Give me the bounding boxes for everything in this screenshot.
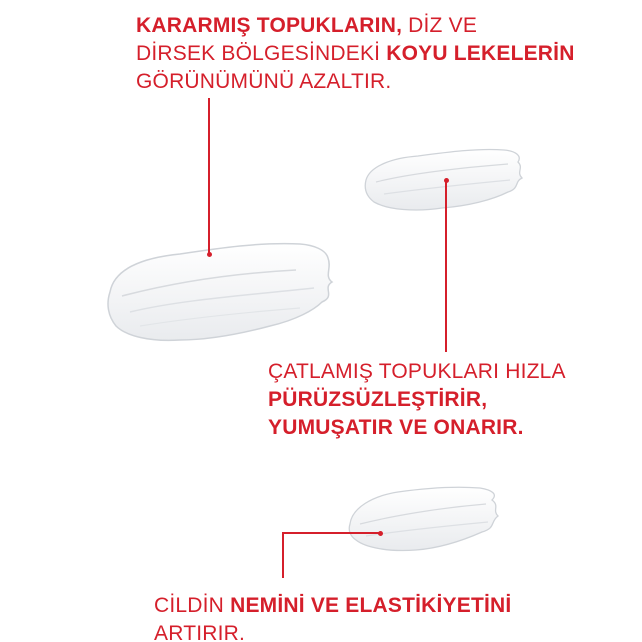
cream-swatch-medium — [358, 140, 528, 218]
claim-text-bold: KARARMIŞ TOPUKLARIN, — [136, 14, 403, 37]
cream-swatch-large — [100, 230, 340, 350]
leader-dot-3 — [378, 531, 383, 536]
claim-text: ARTIRIR. — [154, 622, 246, 642]
claim-line — [136, 40, 575, 68]
claim-text-bold: KOYU LEKELERİN — [386, 42, 575, 65]
cream-swatch-small — [342, 478, 502, 558]
claim-text-bold: NEMİNİ VE ELASTİKİYETİNİ — [230, 594, 512, 617]
claim-text: DİZ VE — [402, 14, 478, 37]
claim-line — [268, 386, 566, 414]
claim-text: DİRSEK BÖLGESİNDEKİ — [136, 42, 387, 65]
claim-line — [268, 358, 566, 386]
leader-line-1 — [208, 98, 210, 254]
claim-line — [136, 68, 575, 96]
claim-line — [268, 414, 566, 442]
leader-line-3-horizontal — [282, 532, 380, 534]
claim-line — [154, 620, 511, 642]
leader-line-3-vertical — [282, 532, 284, 578]
leader-dot-2 — [444, 178, 449, 183]
claim-text: ÇATLAMIŞ TOPUKLARI HIZLA — [268, 360, 566, 383]
leader-dot-1 — [207, 252, 212, 257]
claim-text-bold: PÜRÜZSÜZLEŞTİRİR, — [268, 388, 488, 411]
claim-text: CİLDİN — [154, 594, 231, 617]
claim-cracked-heels — [268, 358, 566, 442]
claim-line — [136, 12, 575, 40]
claim-line — [154, 592, 511, 620]
claim-text-bold: YUMUŞATIR VE ONARIR. — [268, 416, 524, 439]
claim-text: GÖRÜNÜMÜNÜ AZALTIR. — [136, 70, 392, 93]
leader-line-2 — [445, 180, 447, 352]
claim-moisture-elasticity — [154, 592, 511, 642]
claim-dark-spots — [136, 12, 575, 96]
